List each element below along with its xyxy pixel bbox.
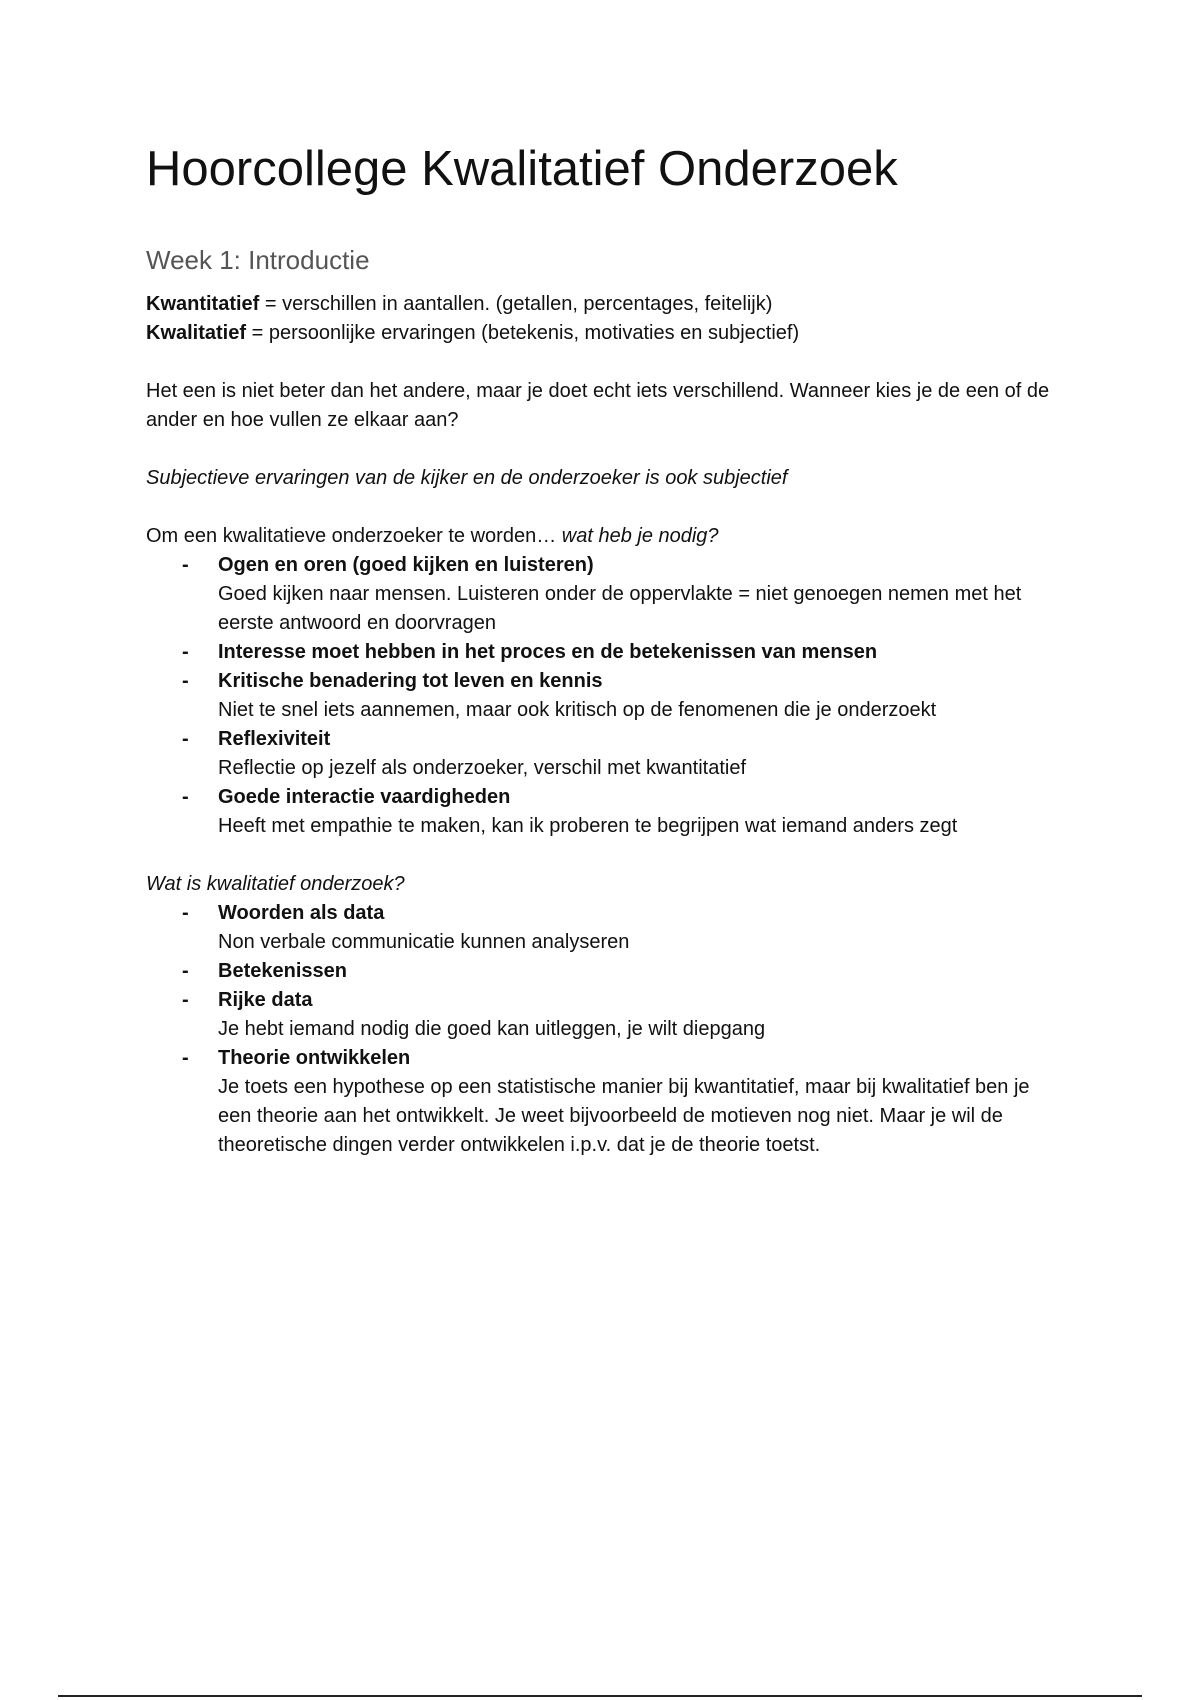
list-item-title: Betekenissen (218, 959, 347, 982)
list-item (182, 725, 1066, 783)
dash-bullet: - (182, 901, 189, 924)
spacer (146, 348, 1066, 377)
definition-kwalitatief (146, 319, 1066, 348)
definition-text: = persoonlijke ervaringen (betekenis, motivaties en subjectief) (246, 321, 800, 344)
italic-note: Subjectieve ervaringen van de kijker en de onderzoeker is ook subjectief (146, 466, 788, 489)
list-item-title: Theorie ontwikkelen (218, 1046, 411, 1069)
dash-bullet: - (182, 553, 189, 576)
document-page (146, 140, 1066, 1160)
list-item (182, 986, 1066, 1044)
dash-bullet: - (182, 669, 189, 692)
list-item-title: Interesse moet hebben in het proces en de betekenissen van mensen (218, 640, 878, 663)
dash-bullet: - (182, 727, 189, 750)
list-item-description: Je hebt iemand nodig die goed kan uitleggen, je wilt diepgang (218, 1017, 766, 1040)
paragraph-comparison: Het een is niet beter dan het andere, maar je doet echt iets verschillend. Wanneer kies je de een of de ander en hoe vullen ze elkaar aan? (146, 379, 1050, 431)
list-item-description: Niet te snel iets aannemen, maar ook kritisch op de fenomenen die je onderzoekt (218, 698, 937, 721)
list-item-description: Je toets een hypothese op een statistische manier bij kwantitatief, maar bij kwalitatief ben je een theorie aan het ontwikkelt. Je weet bijvoorbeeld de motieven nog niet. Maar je wil de theoretische dingen verder ontwikkelen i.p.v. dat je de theorie toetst. (218, 1075, 1030, 1156)
list-item (182, 957, 1066, 986)
spacer (146, 841, 1066, 870)
dash-bullet: - (182, 1046, 189, 1069)
list-item (182, 667, 1066, 725)
bottom-divider (58, 1695, 1142, 1697)
list-item-title: Ogen en oren (goed kijken en luisteren) (218, 553, 594, 576)
document-title: Hoorcollege Kwalitatief Onderzoek (146, 142, 898, 196)
section1-intro-plain: Om een kwalitatieve onderzoeker te worden… (146, 524, 562, 547)
list-item-title: Reflexiviteit (218, 727, 331, 750)
list-item (182, 551, 1066, 638)
week-heading: Week 1: Introductie (146, 244, 370, 275)
researcher-skills-list (146, 551, 1066, 841)
dash-bullet: - (182, 959, 189, 982)
qualitative-research-list (146, 899, 1066, 1160)
spacer (146, 493, 1066, 522)
section1-intro (146, 522, 1066, 551)
list-item (182, 899, 1066, 957)
definition-term: Kwalitatief (146, 321, 247, 344)
section1-intro-italic: wat heb je nodig? (561, 524, 719, 547)
dash-bullet: - (182, 988, 189, 1011)
dash-bullet: - (182, 640, 189, 663)
section2-heading: Wat is kwalitatief onderzoek? (146, 872, 405, 895)
list-item-title: Rijke data (218, 988, 313, 1011)
spacer (146, 435, 1066, 464)
definition-term: Kwantitatief (146, 292, 260, 315)
list-item-description: Reflectie op jezelf als onderzoeker, verschil met kwantitatief (218, 756, 747, 779)
definition-text: = verschillen in aantallen. (getallen, percentages, feitelijk) (259, 292, 773, 315)
list-item-title: Woorden als data (218, 901, 385, 924)
dash-bullet: - (182, 785, 189, 808)
list-item (182, 638, 1066, 667)
list-item (182, 783, 1066, 841)
list-item-description: Non verbale communicatie kunnen analyseren (218, 930, 630, 953)
list-item-title: Goede interactie vaardigheden (218, 785, 511, 808)
list-item-description: Heeft met empathie te maken, kan ik proberen te begrijpen wat iemand anders zegt (218, 814, 958, 837)
list-item-title: Kritische benadering tot leven en kennis (218, 669, 603, 692)
list-item-description: Goed kijken naar mensen. Luisteren onder de oppervlakte = niet genoegen nemen met het eerste antwoord en doorvragen (218, 582, 1022, 634)
list-item (182, 1044, 1066, 1160)
definition-kwantitatief (146, 290, 1066, 319)
